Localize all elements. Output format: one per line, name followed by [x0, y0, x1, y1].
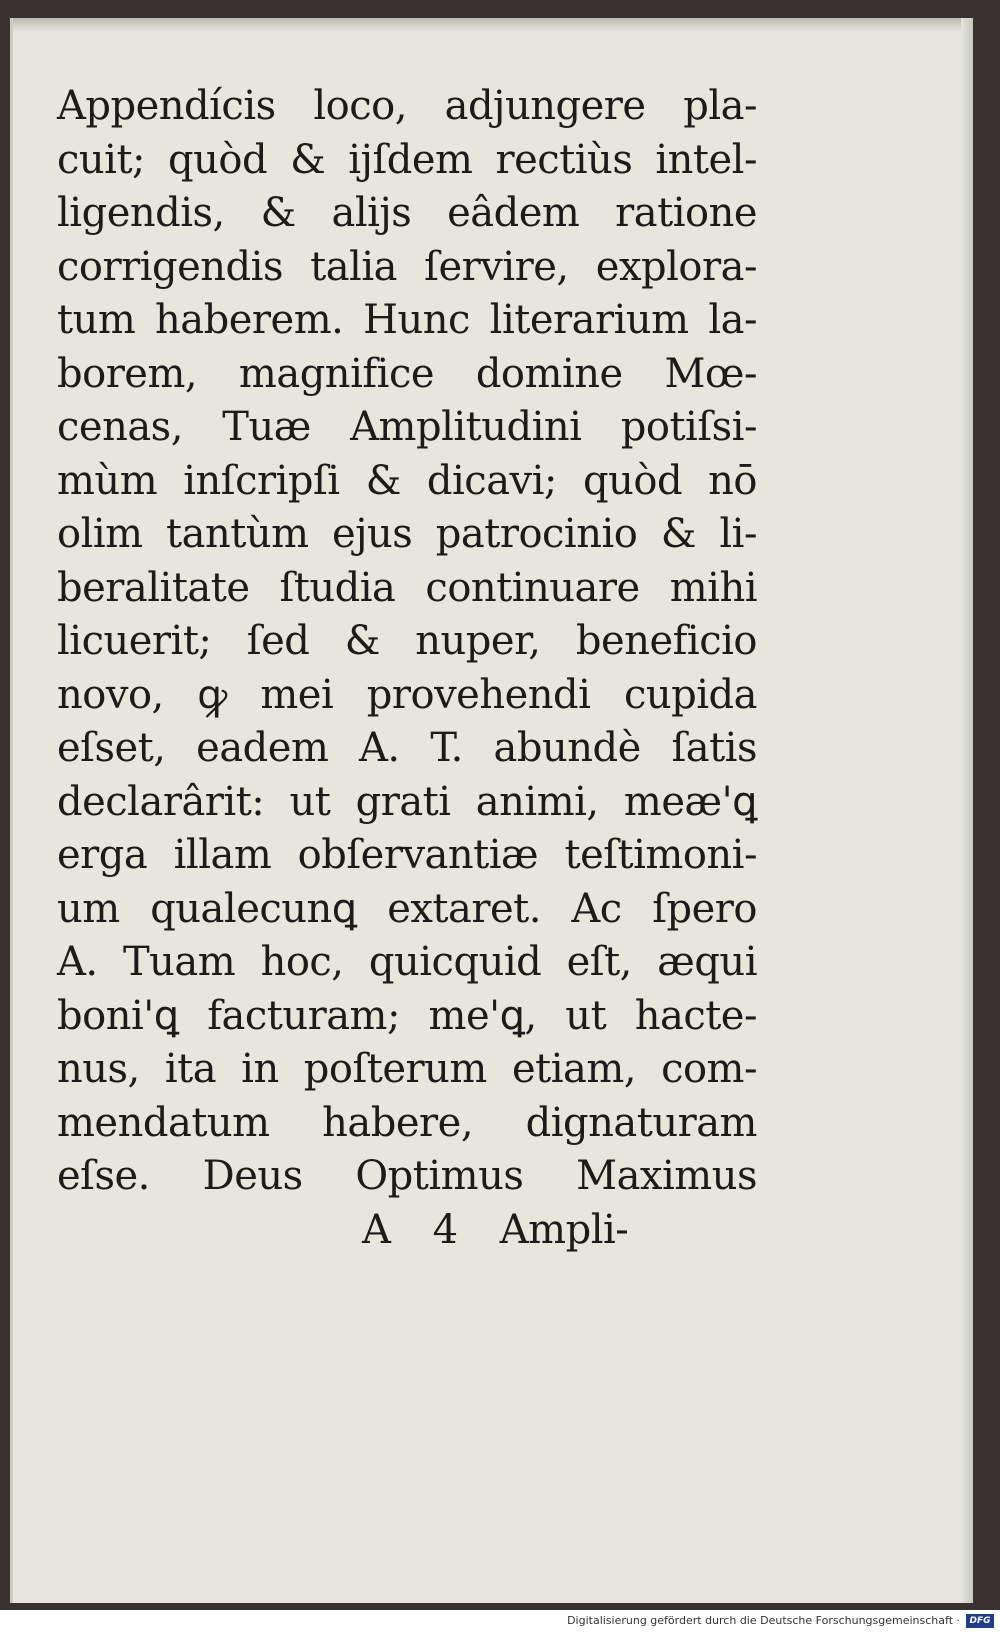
catchword-line: A 4 Ampli- — [362, 1206, 629, 1253]
text-line: tum haberem. Hunc literarium la- — [57, 297, 757, 343]
text-line: licuerit; ſed & nuper, beneficio — [57, 618, 757, 664]
text-line: boni'ꝗ facturam; me'ꝗ, ut hacte- — [57, 992, 757, 1039]
text-line: A. Tuam hoc, quicquid eſt, æqui — [57, 939, 757, 985]
text-line: cenas, Tuæ Amplitudini potiſsi- — [57, 404, 757, 450]
text-line: mendatum habere, dignaturam — [57, 1099, 757, 1146]
footer-bar — [0, 1610, 1000, 1634]
text-line: nus, ita in poſterum etiam, com- — [57, 1046, 757, 1092]
text-line: olim tantùm ejus patrocinio & li- — [57, 511, 757, 557]
book-page — [10, 18, 973, 1603]
page-right-edge — [961, 18, 973, 1603]
text-line: eſse. Deus Optimus Maximus — [57, 1153, 757, 1199]
dfg-logo: DFG — [966, 1614, 994, 1628]
text-line: mùm inſcripſi & dicavi; quòd nō — [57, 457, 757, 504]
text-line: corrigendis talia ſervire, explora- — [57, 243, 757, 290]
page-text — [57, 80, 757, 1257]
text-line: Appendícis loco, adjungere pla- — [57, 83, 757, 129]
text-line: cuit; quòd & ijſdem rectiùs intel- — [57, 136, 757, 183]
text-line: beralitate ſtudia continuare mihi — [57, 564, 757, 611]
funding-credit: Digitalisierung gefördert durch die Deutsche Forschungsgemeinschaft · — [567, 1614, 960, 1627]
page-top-edge — [13, 18, 973, 32]
text-line: eſset, eadem A. T. abundè ſatis — [57, 725, 757, 771]
text-line: um qualecunꝗ extaret. Ac ſpero — [57, 885, 757, 932]
text-line: erga illam obſervantiæ teſtimoni- — [57, 832, 757, 878]
text-line: borem, magnifice domine Mœ- — [57, 350, 757, 397]
text-line: declarârit: ut grati animi, meæ'ꝗ — [57, 778, 757, 825]
text-line: ligendis, & alijs eâdem ratione — [57, 190, 757, 236]
text-line: novo, ꝙ mei provehendi cupida — [57, 671, 757, 718]
